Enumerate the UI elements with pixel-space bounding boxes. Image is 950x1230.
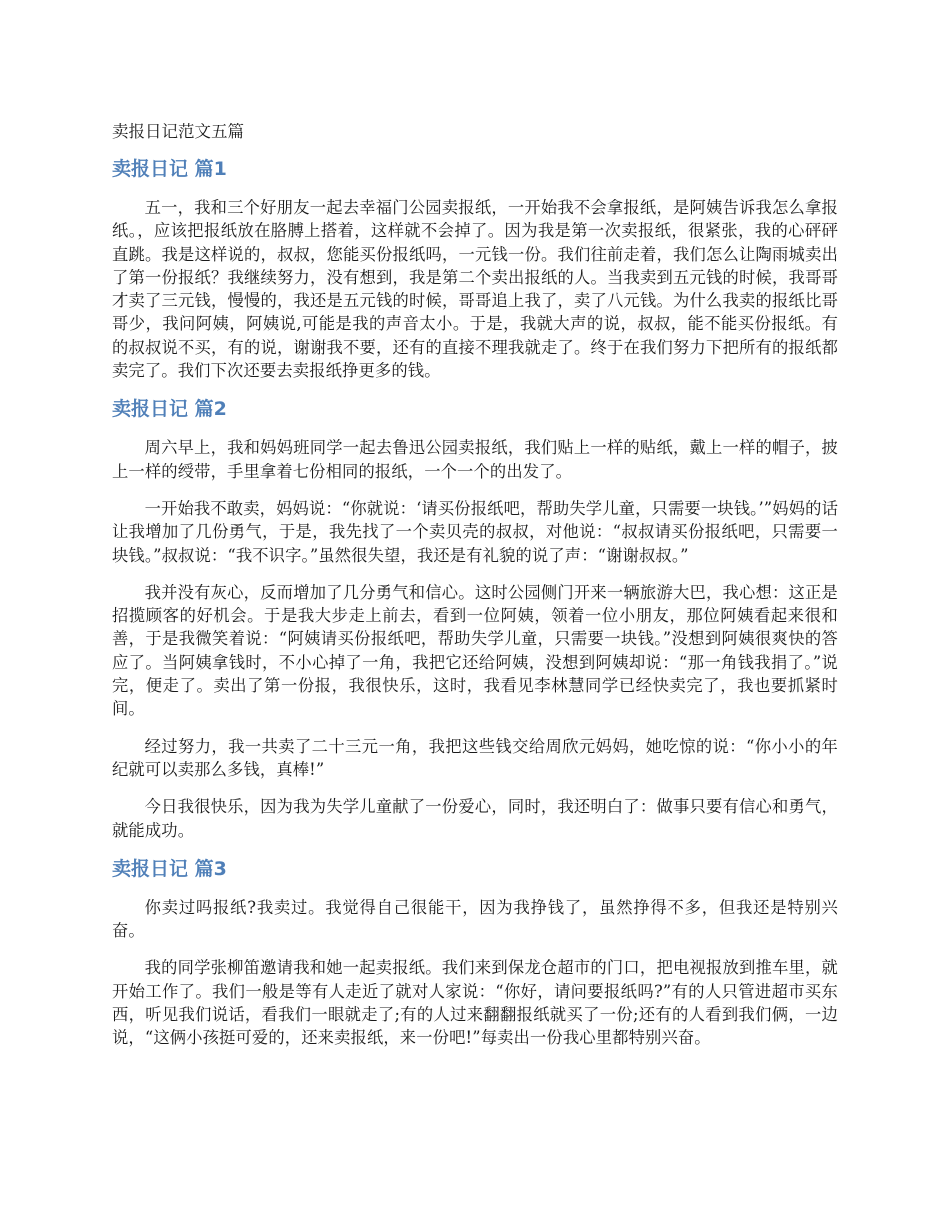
section-1	[112, 156, 838, 382]
section-heading: 卖报日记 篇2	[112, 398, 227, 421]
document-title: 卖报日记范文五篇	[112, 122, 244, 141]
document-page	[112, 120, 838, 1064]
section-heading: 卖报日记 篇1	[112, 158, 227, 180]
section-2	[112, 396, 838, 841]
paragraph: 一开始我不敢卖，妈妈说：“你就说：‘请买份报纸吧，帮助失学儿童，只需要一块钱。’”妈妈的话让我增加了几份勇气，于是，我先找了一个卖贝壳的叔叔，对他说：“叔叔请买份报纸吧，只需要一块钱。”叔叔说：“我不识字。”虽然很失望，我还是有礼貌的说了声：“谢谢叔叔。”	[112, 498, 838, 565]
paragraph: 周六早上，我和妈妈班同学一起去鲁迅公园卖报纸，我们贴上一样的贴纸，戴上一样的帽子，披上一样的绶带，手里拿着七份相同的报纸，一个一个的出发了。	[112, 438, 838, 481]
paragraph: 我并没有灰心，反而增加了几分勇气和信心。这时公园侧门开来一辆旅游大巴，我心想：这正是招揽顾客的好机会。于是我大步走上前去，看到一位阿姨，领着一位小朋友，那位阿姨看起来很和善，于是我微笑着说：“阿姨请买份报纸吧，帮助失学儿童，只需要一块钱。”没想到阿姨很爽快的答应了。当阿姨拿钱时，不小心掉了一角，我把它还给阿姨，没想到阿姨却说：“那一角钱我捐了。”说完，便走了。卖出了第一份报，我很快乐，这时，我看见李林慧同学已经快卖完了，我也要抓紧时间。	[112, 582, 838, 719]
paragraph: 五一，我和三个好朋友一起去幸福门公园卖报纸，一开始我不会拿报纸，是阿姨告诉我怎么拿报纸。，应该把报纸放在胳膊上搭着，这样就不会掉了。因为我是第一次卖报纸，很紧张，我的心砰砰直跳。我是这样说的，叔叔，您能买份报纸吗，一元钱一份。我们往前走着，我们怎么让陶雨城卖出了第一份报纸？我继续努力，没有想到，我是第二个卖出报纸的人。当我卖到五元钱的时候，我哥哥才卖了三元钱，慢慢的，我还是五元钱的时候，哥哥追上我了，卖了八元钱。为什么我卖的报纸比哥哥少，我问阿姨，阿姨说,可能是我的声音太小。于是，我就大声的说，叔叔，能不能买份报纸。有的叔叔说不买，有的说，谢谢我不要，还有的直接不理我就走了。终于在我们努力下把所有的报纸都卖完了。我们下次还要去卖报纸挣更多的钱。	[112, 198, 838, 381]
section-3	[112, 856, 838, 1050]
paragraph: 你卖过吗报纸?我卖过。我觉得自己很能干，因为我挣钱了，虽然挣得不多，但我还是特别兴奋。	[112, 897, 838, 941]
paragraph: 今日我很快乐，因为我为失学儿童献了一份爱心，同时，我还明白了：做事只要有信心和勇气，就能成功。	[112, 797, 838, 840]
paragraph: 经过努力，我一共卖了二十三元一角，我把这些钱交给周欣元妈妈，她吃惊的说：“你小小的年纪就可以卖那么多钱，真棒!”	[112, 736, 838, 779]
paragraph: 我的同学张柳笛邀请我和她一起卖报纸。我们来到保龙仓超市的门口，把电视报放到推车里，就开始工作了。我们一般是等有人走近了就对人家说：“你好，请问要报纸吗?”有的人只管进超市买东西，听见我们说话，看我们一眼就走了;有的人过来翻翻报纸就买了一份;还有的人看到我们俩，一边说，“这俩小孩挺可爱的，还来卖报纸，来一份吧!”每卖出一份我心里都特别兴奋。	[112, 958, 838, 1048]
section-heading: 卖报日记 篇3	[112, 857, 227, 880]
